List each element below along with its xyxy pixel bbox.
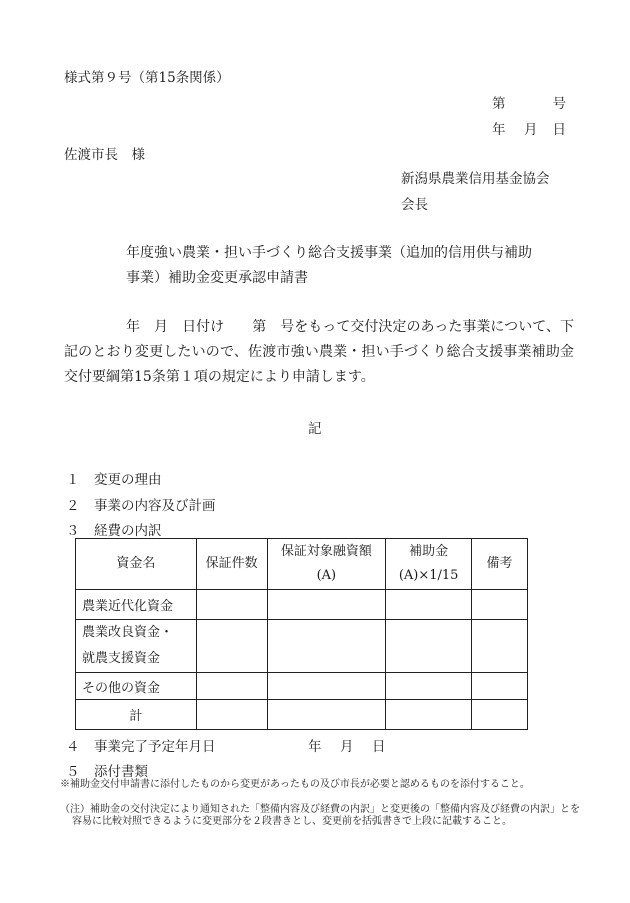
number-suffix: 号 [552,96,566,112]
header-subsidy [386,539,472,590]
item-completion-date [66,735,386,755]
table-cell [472,700,528,730]
note-attachment: ※補助金交付申請書に添付したものから変更があったもの及び市長が必要と認めるものを添付すること。 [60,779,530,790]
table-cell [196,620,267,673]
item-expense-breakdown [66,519,162,539]
completion-year: 年 [308,739,322,755]
ki-heading: 記 [308,421,322,437]
header-fund-name: 資金名 [76,539,197,590]
table-cell [196,673,267,700]
table-row [76,590,528,620]
expense-table [75,538,528,730]
item-change-reason [66,468,162,488]
row-label-other: その他の資金 [76,673,197,700]
item-label: 経費の内訳 [94,523,162,539]
table-row [76,673,528,700]
item-label: 変更の理由 [94,472,162,488]
form-number: 様式第９号（第15条関係） [64,70,230,86]
item-number: ４ [66,739,80,755]
table-cell [267,590,386,620]
document-title [126,241,576,291]
document-date-line [492,118,566,138]
document-title-line2: 事業）補助金変更承認申請書 [126,270,308,286]
header-amount-line1: 保証対象融資額 [280,544,372,559]
table-row [76,620,528,673]
item-label: 事業の内容及び計画 [94,498,216,514]
header-amount-line2: (A) [316,568,337,583]
item-number: ５ [66,764,80,780]
table-cell [386,700,472,730]
row-label-line1: 農業改良資金・ [82,625,174,640]
row-label-improvement [76,620,197,673]
table-cell [196,590,267,620]
row-label-modernization: 農業近代化資金 [76,590,197,620]
table-cell [267,673,386,700]
item-label: 事業完了予定年月日 [94,739,216,755]
document-number-line [492,92,566,112]
note-comparison: （注）補助金の交付決定により通知された「整備内容及び経費の内訳」と変更後の「整備内容及び経費の内訳」とを容易に比較対照できるように変更部分を２段書きとし、変更前を括弧書きで上段に記載すること。 [60,804,580,827]
date-month: 月 [524,122,538,138]
header-guarantee-count: 保証件数 [196,539,267,590]
table-cell [386,673,472,700]
item-attachments [66,760,148,780]
header-remarks: 備考 [472,539,528,590]
table-header-row [76,539,528,590]
table-cell [472,590,528,620]
header-guaranteed-amount [267,539,386,590]
completion-date [308,735,386,755]
item-number: １ [66,472,80,488]
item-number: ３ [66,523,80,539]
row-label-line2: 就農支援資金 [82,651,161,666]
header-subsidy-line2: (A)×1/15 [398,568,459,583]
table-cell [472,620,528,673]
item-project-content [66,494,216,514]
table-row [76,700,528,730]
header-subsidy-line1: 補助金 [409,544,449,559]
applicant-role: 会長 [401,197,428,213]
item-number: ２ [66,498,80,514]
completion-day: 日 [372,739,386,755]
applicant-organization: 新潟県農業信用基金協会 [401,171,550,187]
table-cell [472,673,528,700]
table-cell [386,590,472,620]
row-label-total: 計 [76,700,197,730]
number-label: 第 [492,96,506,112]
table-cell [267,620,386,673]
addressee: 佐渡市長 様 [64,147,145,163]
body-paragraph: 年 月 日付け 第 号をもって交付決定のあった事業について、下記のとおり変更したいので、佐渡市強い農業・担い手づくり総合支援事業補助金交付要綱第15条第１項の規定により申請します。 [64,319,574,385]
date-year: 年 [492,122,506,138]
table-cell [386,620,472,673]
completion-month: 月 [340,739,354,755]
date-day: 日 [552,122,566,138]
table-cell [267,700,386,730]
item-label: 添付書類 [94,764,148,780]
document-title-line1: 年度強い農業・担い手づくり総合支援事業（追加的信用供与補助 [126,245,532,261]
table-cell [196,700,267,730]
